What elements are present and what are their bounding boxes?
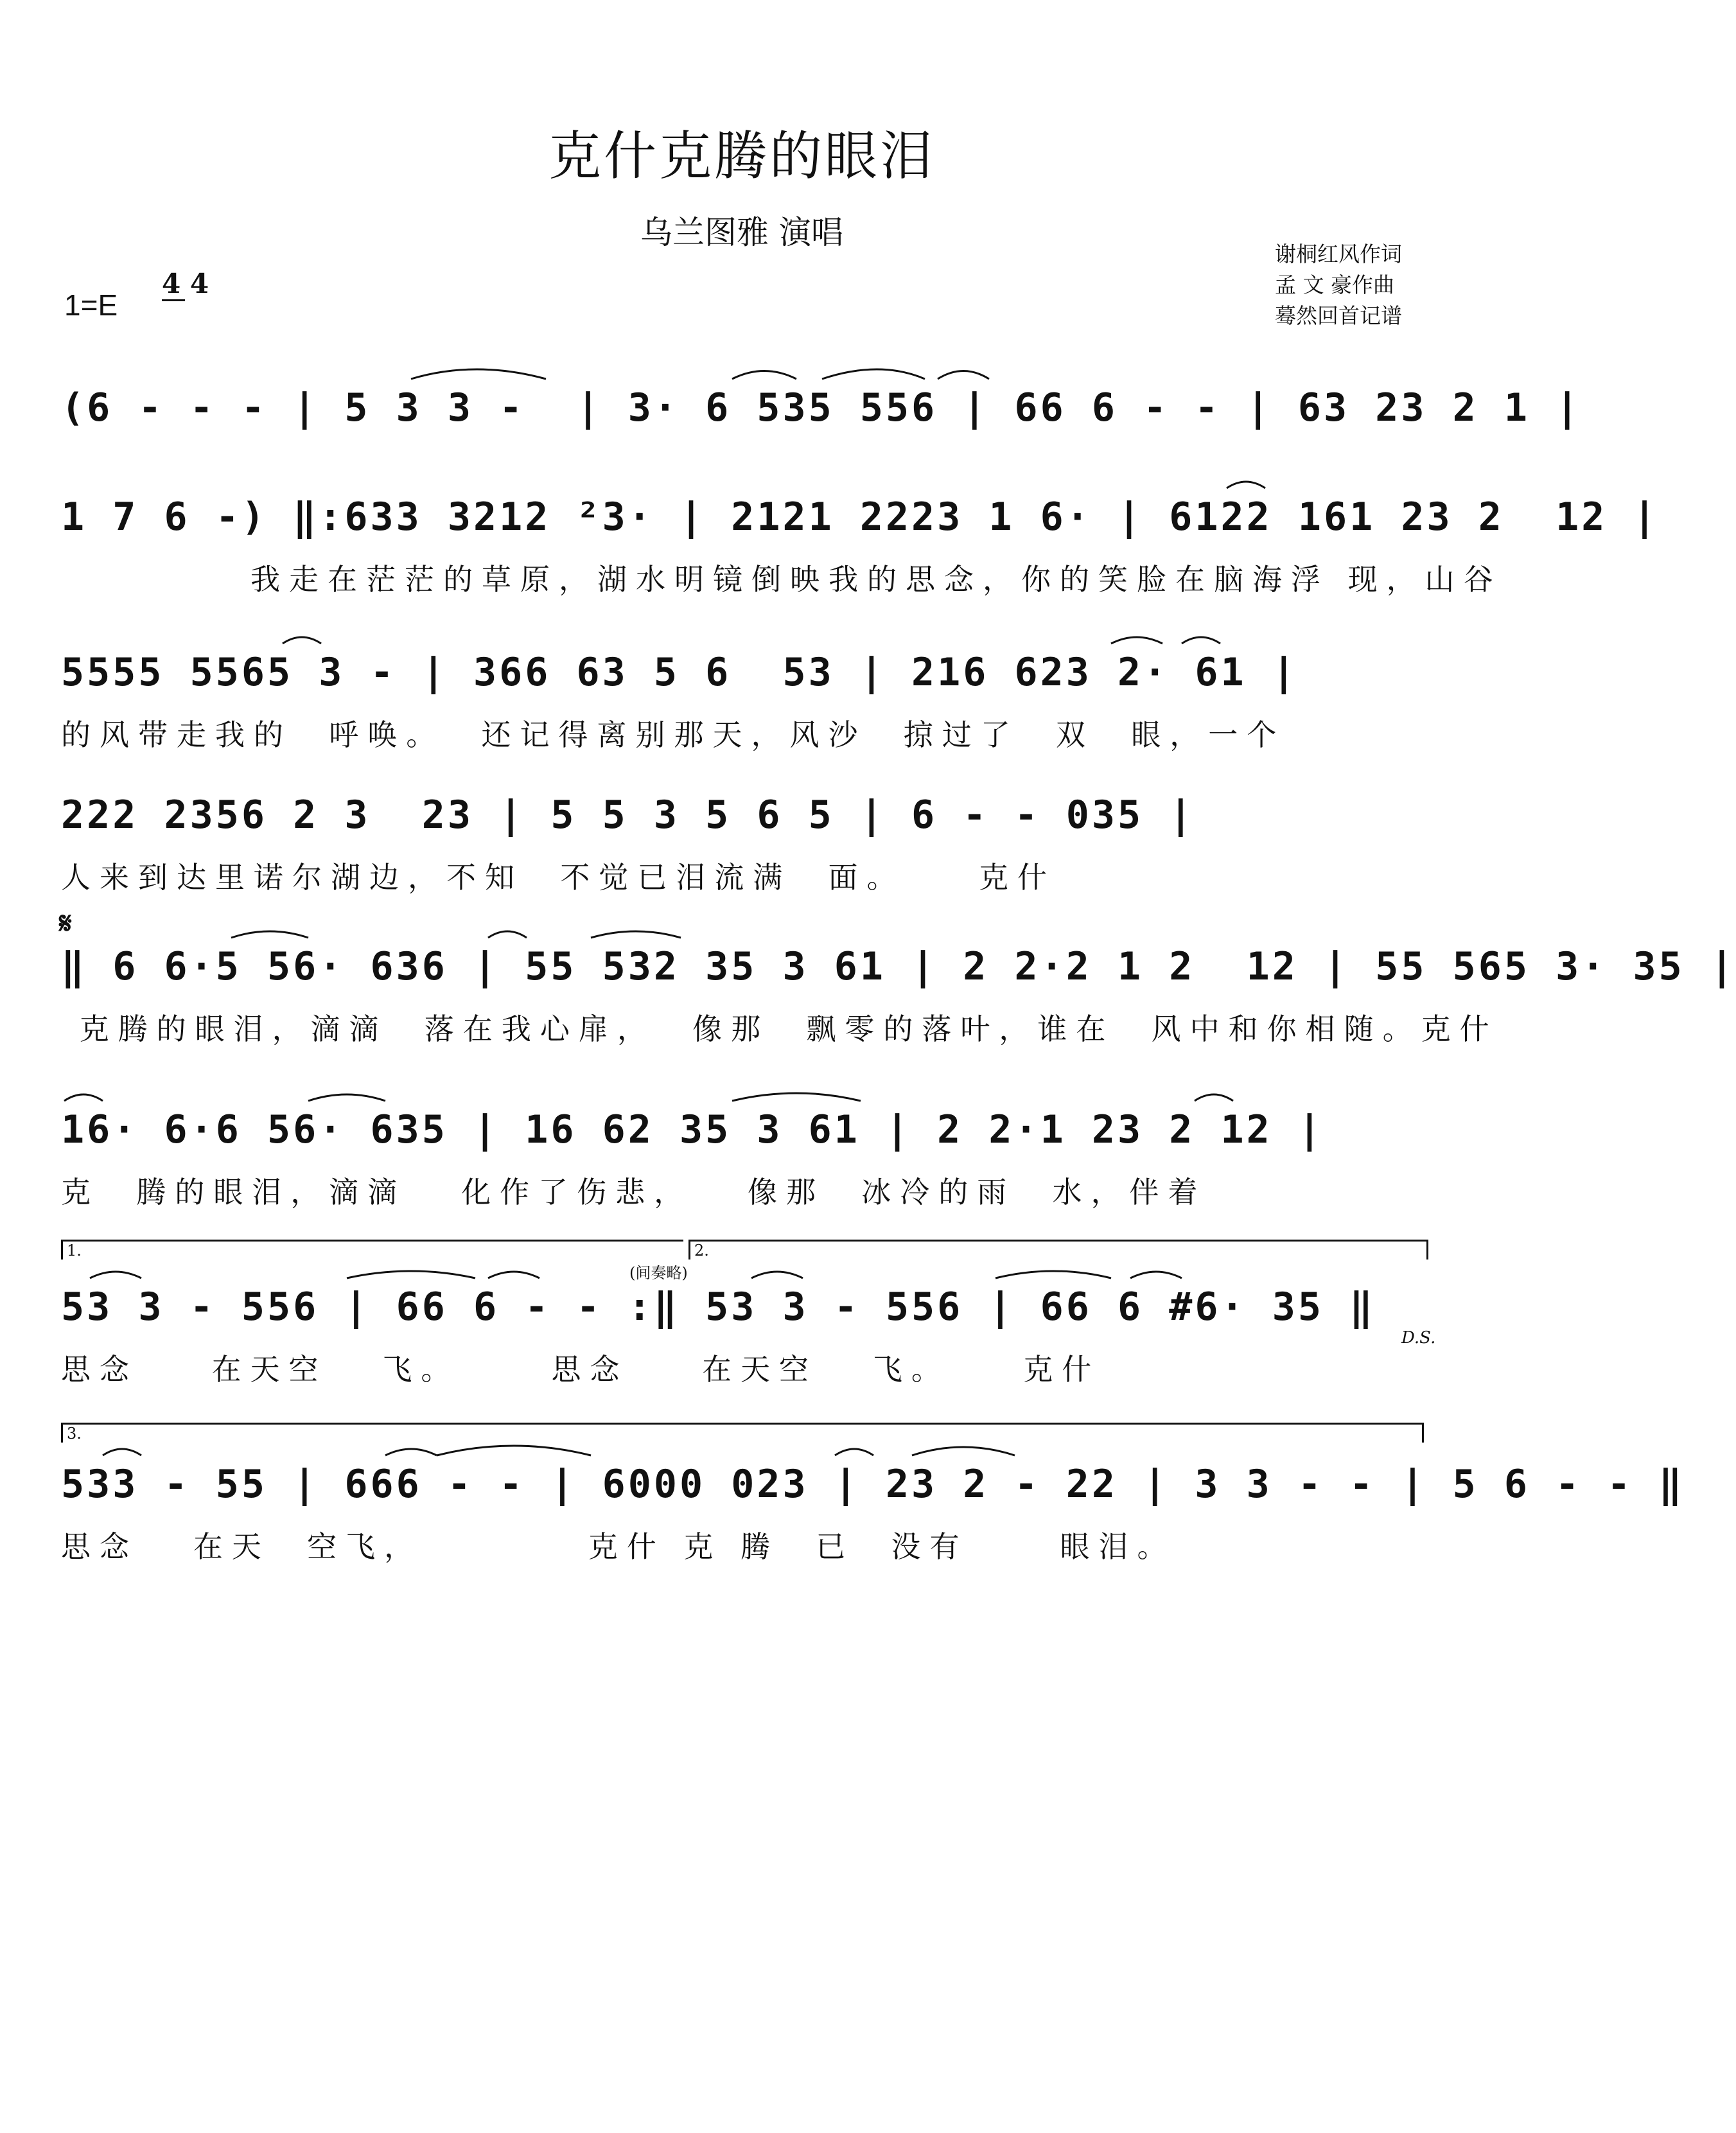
system-3-lyrics: 的风带走我的 呼唤。 还记得离别那天，风沙 掠过了 双 眼，一个 <box>61 717 1286 752</box>
tie-s1a <box>411 369 546 379</box>
composer-credit: 孟 文 豪作曲 <box>1275 272 1394 297</box>
interlude-note: (间奏略) <box>629 1264 688 1282</box>
system-7-lyrics: 思念 在天空 飞。 思念 在天空 飞。 克什 <box>61 1352 1101 1387</box>
tie-s7c <box>488 1272 539 1278</box>
system-4-notes: 222 2356 2 3 23 | 5 5 3 5 6 5 | 6 - - 035 | <box>61 793 1195 838</box>
tie-s1b <box>732 371 796 380</box>
tie-s6d <box>1195 1094 1233 1101</box>
lyricist-credit: 谢桐红风作词 <box>1275 241 1402 267</box>
tie-s7a <box>90 1272 141 1278</box>
system-3-notes: 5555 5565 3 - | 366 63 5 6 53 | 216 623 2· 61 | <box>61 650 1298 695</box>
tie-s6a <box>64 1094 103 1101</box>
tie-s3b <box>1111 637 1162 644</box>
volta-1-bracket: 1. <box>61 1240 683 1260</box>
key-signature: 1=E <box>64 288 118 322</box>
tie-s5b <box>488 931 527 938</box>
time-signature-top: 4 <box>162 268 181 299</box>
system-5-lyrics: 克腾的眼泪，滴滴 落在我心扉， 像那 飘零的落叶，谁在 风中和你相随。克什 <box>61 1012 1498 1046</box>
tie-s1c <box>822 369 925 379</box>
tie-s7d <box>751 1272 803 1278</box>
tie-s8d <box>835 1449 873 1455</box>
system-6-notes: 16· 6·6 56· 635 | 16 62 35 3 61 | 2 2·1 23 2 12 | <box>61 1107 1324 1152</box>
tie-s5a <box>231 931 308 938</box>
system-7-notes: 53 3 - 556 | 66 6 - - :‖ 53 3 - 556 | 66 6 #6· 35 ‖ <box>61 1285 1376 1330</box>
system-8-lyrics: 思念 在天 空飞， 克什 克 腾 已 没有 眼泪。 <box>61 1529 1176 1564</box>
tie-s3a <box>283 637 321 644</box>
tie-s8a <box>103 1449 141 1455</box>
tie-s1d <box>938 371 989 380</box>
tie-s8c <box>437 1446 591 1455</box>
system-4-lyrics: 人来到达里诺尔湖边，不知 不觉已泪流满 面。 克什 <box>61 860 1056 895</box>
tie-s6b <box>308 1094 385 1101</box>
time-signature-bottom: 4 <box>189 268 209 299</box>
dal-segno-marking: D.S. <box>1401 1328 1436 1347</box>
system-2-notes: 1 7 6 -) ‖:633 3212 ²3· | 2121 2223 1 6· | 6122 161 23 2 12 | <box>61 495 1659 540</box>
segno-sign: 𝄋 <box>59 906 72 940</box>
tie-s7e <box>995 1271 1111 1278</box>
tie-s3c <box>1182 637 1220 644</box>
tie-s5c <box>591 931 681 938</box>
tie-s7b <box>347 1271 475 1278</box>
tie-s7f <box>1130 1272 1182 1278</box>
system-1-notes: (6 - - - | 5 3 3 - | 3· 6 535 556 | 66 6 - - | 63 23 2 1 | <box>61 385 1582 430</box>
tie-s2 <box>1227 482 1265 488</box>
transcriber-credit: 蓦然回首记谱 <box>1275 303 1402 328</box>
system-5-notes: ‖ 6 6·5 56· 636 | 55 532 35 3 61 | 2 2·2 1 2 12 | 55 565 3· 35 | <box>61 944 1736 989</box>
tie-s8b <box>385 1449 437 1455</box>
volta-3-bracket: 3. <box>61 1423 1424 1443</box>
system-2-lyrics: 我走在茫茫的草原，湖水明镜倒映我的思念，你的笑脸在脑海浮 现，山谷 <box>250 562 1502 597</box>
tie-s8e <box>912 1447 1015 1455</box>
system-6-lyrics: 克 腾的眼泪，滴滴 化作了伤悲， 像那 冰冷的雨 水，伴着 <box>61 1175 1207 1209</box>
tie-s6c <box>732 1093 861 1101</box>
system-8-notes: 533 - 55 | 666 - - | 6000 023 | 23 2 - 22 | 3 3 - - | 5 6 - - ‖ <box>61 1462 1685 1507</box>
volta-2-bracket: 2. <box>688 1240 1428 1260</box>
score-subtitle: 乌兰图雅 演唱 <box>640 214 843 251</box>
score-title: 克什克腾的眼泪 <box>548 126 935 187</box>
